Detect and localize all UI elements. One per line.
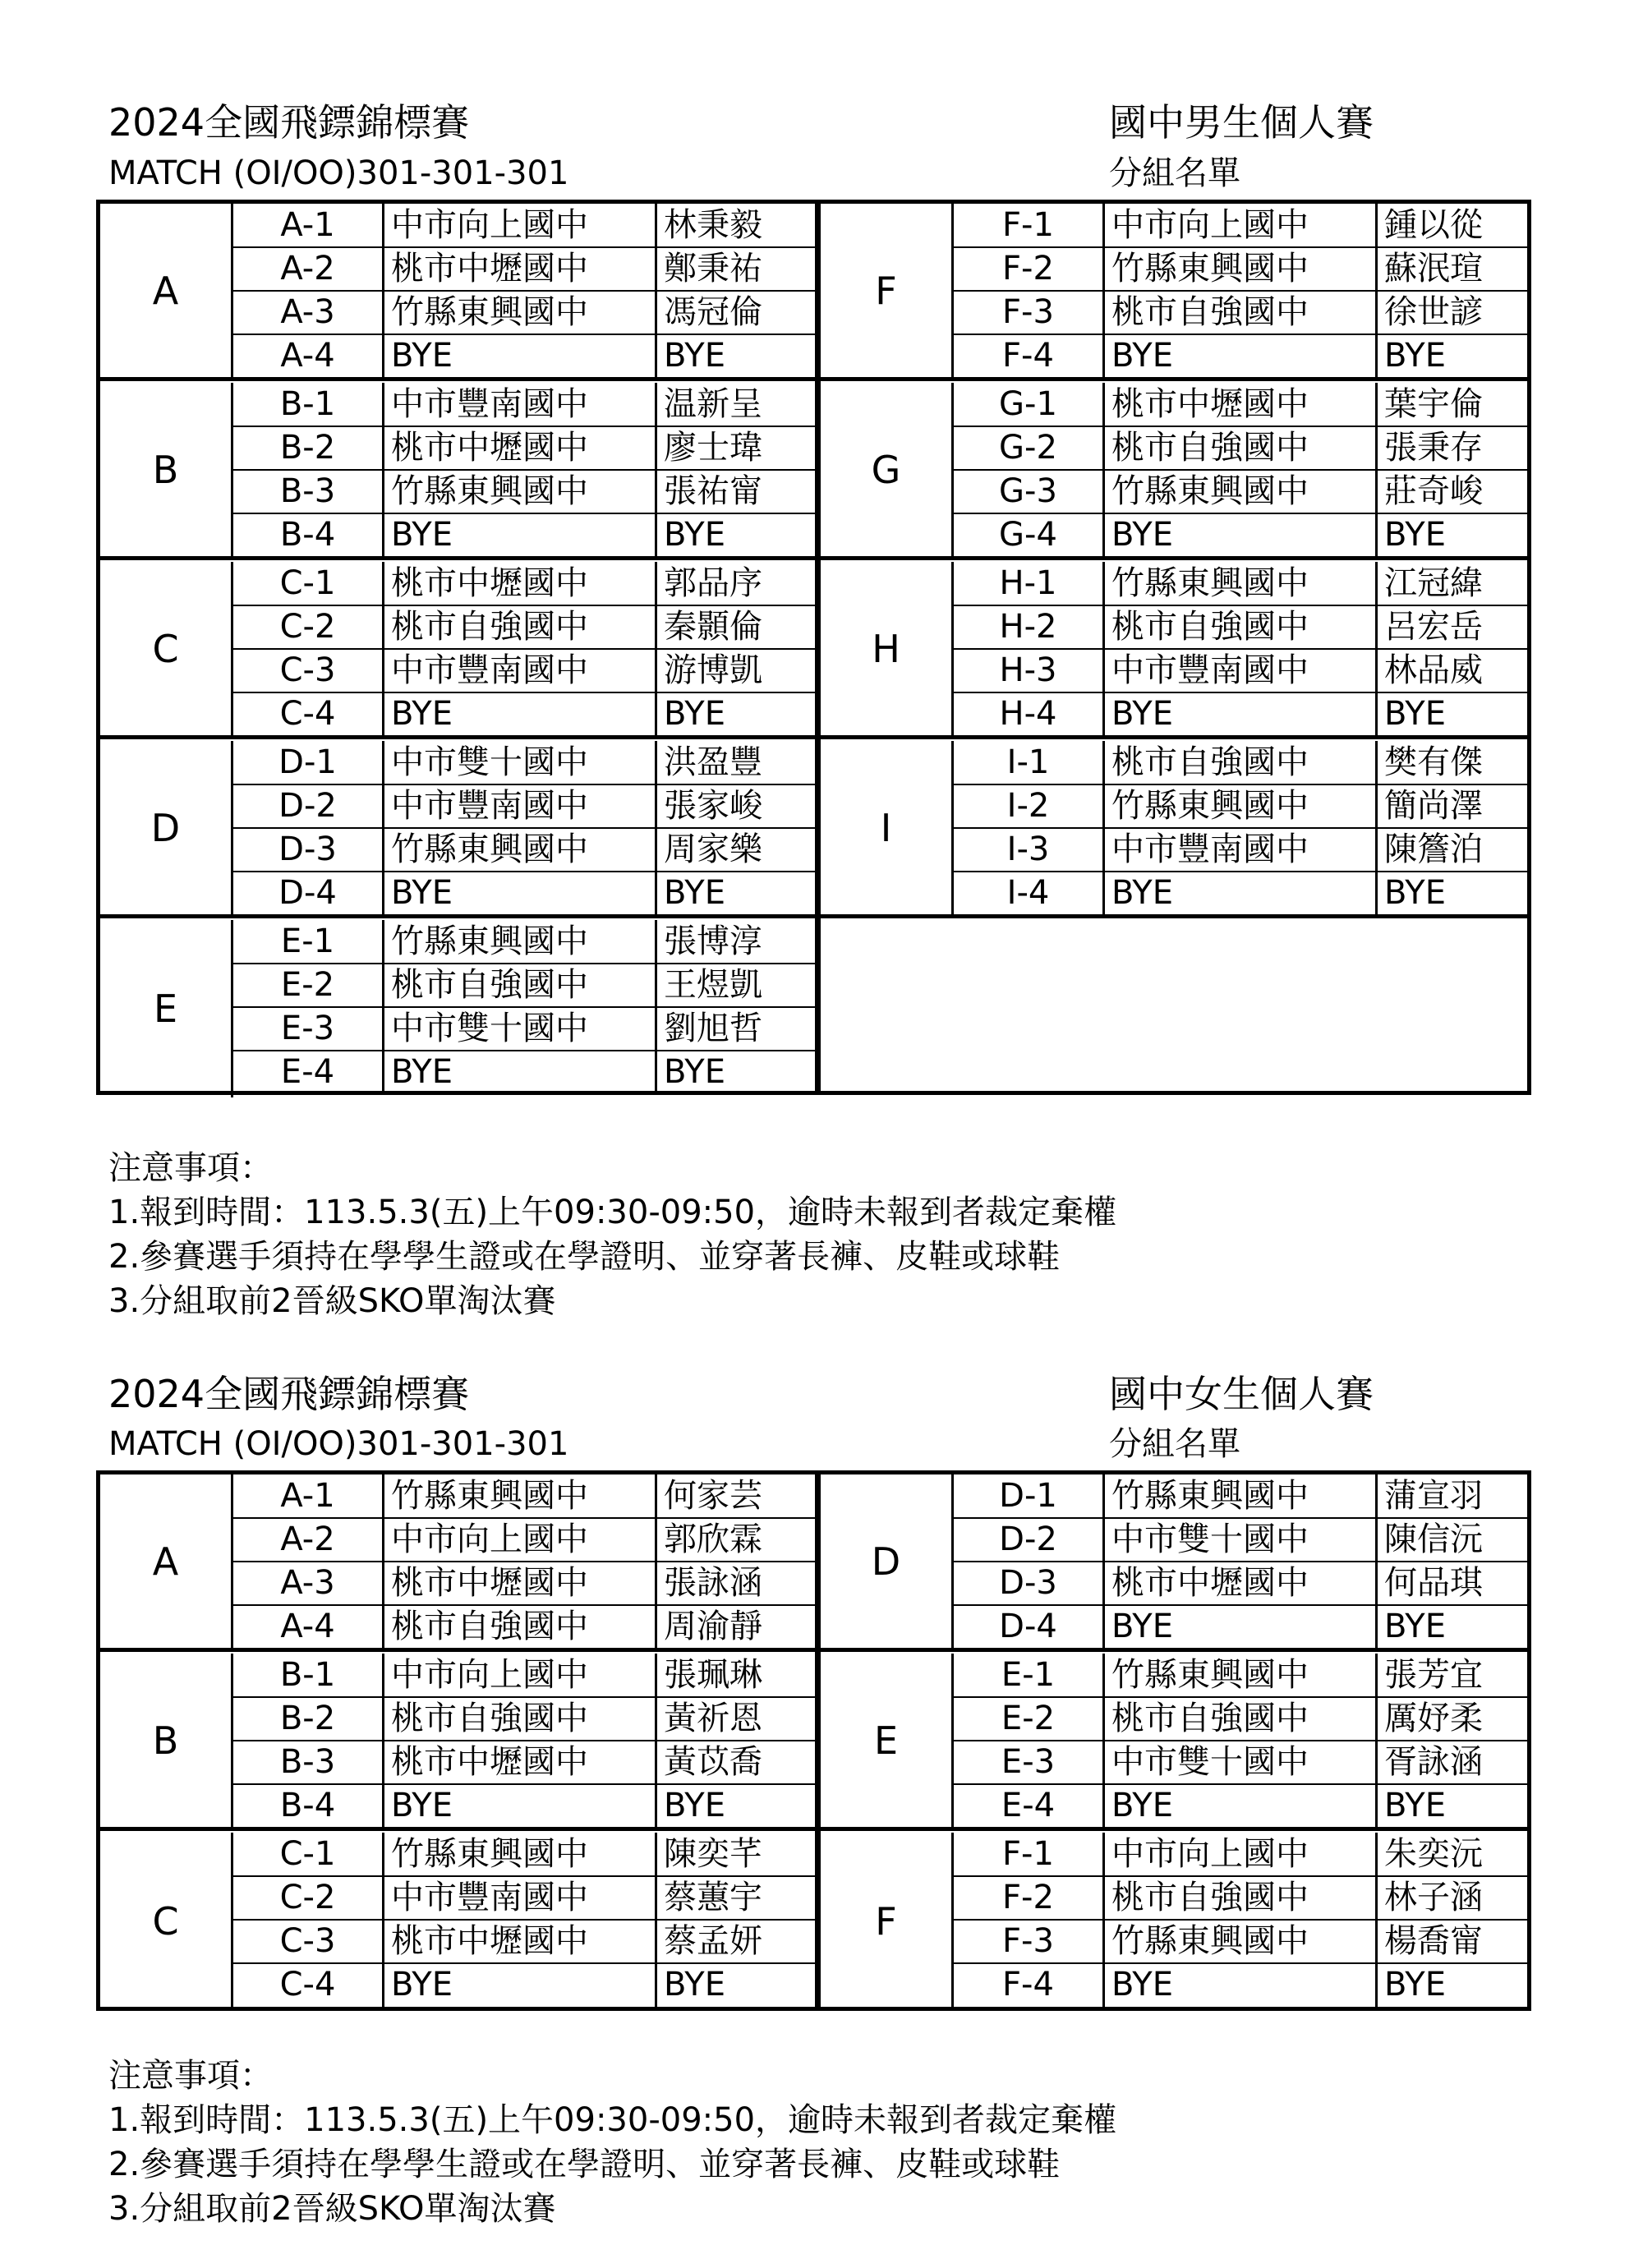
seed-code: F-4 (954, 334, 1105, 379)
school-cell: 竹縣東興國中 (1105, 784, 1378, 827)
seed-code: C-4 (233, 692, 384, 737)
player-name-cell: 張芳宜 (1384, 1656, 1483, 1694)
boys-left-groups (100, 204, 815, 1091)
school-cell: 竹縣東興國中 (384, 291, 657, 334)
seed-code: B-1 (233, 1654, 384, 1696)
school-cell: BYE (1105, 692, 1378, 737)
seed-code: D-4 (233, 872, 384, 916)
boys-right-groups (821, 204, 1527, 1091)
school-cell: 竹縣東興國中 (1105, 247, 1378, 290)
school-cell: 竹縣東興國中 (384, 1833, 657, 1875)
table-row (954, 1920, 1527, 1964)
girls-title: 2024全國飛鏢錦標賽 (108, 1372, 470, 1416)
seed-code: F-2 (954, 247, 1105, 290)
girls-group-table (96, 1470, 1531, 2011)
seed-code: G-1 (954, 383, 1105, 426)
seed-code: C-2 (233, 605, 384, 648)
boys-category: 國中男生個人賽 (1109, 100, 1374, 145)
table-row (954, 692, 1527, 737)
seed-code: H-3 (954, 649, 1105, 692)
seed-code: F-4 (954, 1963, 1105, 2008)
table-row (954, 784, 1527, 829)
player-name-cell: 張博淳 (664, 922, 762, 960)
seed-code: D-2 (954, 1518, 1105, 1561)
boys-group-table (96, 200, 1531, 1095)
school-cell: 中市雙十國中 (384, 1007, 657, 1050)
group-letter: E (821, 1654, 954, 1827)
player-name-cell: 陳奕芊 (664, 1835, 762, 1873)
group-block (821, 204, 1527, 381)
seed-code: G-4 (954, 513, 1105, 558)
group-letter: G (821, 383, 954, 556)
player-name-cell: 張詠涵 (664, 1564, 762, 1602)
player-name-cell: 葉宇倫 (1384, 385, 1483, 423)
seed-code: I-1 (954, 741, 1105, 784)
table-row (233, 470, 815, 514)
seed-code: F-2 (954, 1876, 1105, 1919)
notes-item: 1.報到時間：113.5.3(五)上午09:30-09:50，逾時未報到者裁定棄權 (108, 2101, 1117, 2139)
player-name-cell: 周家樂 (664, 830, 762, 868)
table-row (233, 1741, 815, 1785)
player-name-cell: 洪盈豐 (664, 743, 762, 781)
table-row (954, 1605, 1527, 1649)
seed-code: D-3 (233, 828, 384, 871)
player-name-cell: 胥詠涵 (1384, 1743, 1483, 1781)
player-name-cell: 徐世諺 (1384, 293, 1483, 331)
school-cell: 桃市自強國中 (1105, 1697, 1378, 1740)
notes-heading: 注意事項： (108, 1149, 273, 1187)
group-letter: D (821, 1474, 954, 1648)
notes-item: 2.參賽選手須持在學學生證或在學證明、並穿著長褲、皮鞋或球鞋 (108, 2146, 1061, 2183)
school-cell: 中市向上國中 (384, 204, 657, 246)
table-row (233, 1833, 815, 1877)
player-name-cell: 張家峻 (664, 787, 762, 825)
seed-code: E-3 (233, 1007, 384, 1050)
group-block (100, 204, 815, 381)
school-cell: 中市向上國中 (1105, 204, 1378, 246)
table-row (233, 562, 815, 606)
seed-code: A-1 (233, 1474, 384, 1517)
player-name-cell: BYE (1384, 337, 1446, 375)
seed-code: A-1 (233, 204, 384, 246)
player-name-cell: 何家芸 (664, 1477, 762, 1515)
school-cell: BYE (384, 1963, 657, 2008)
seed-code: D-3 (954, 1562, 1105, 1604)
group-block (100, 1654, 815, 1831)
player-name-cell: 張秉存 (1384, 429, 1483, 467)
girls-category: 國中女生個人賽 (1109, 1372, 1374, 1416)
notes-item: 3.分組取前2晉級SKO單淘汰賽 (108, 1282, 556, 1320)
table-row (233, 426, 815, 471)
school-cell: 中市雙十國中 (1105, 1741, 1378, 1783)
group-letter: B (100, 1654, 233, 1827)
player-name-cell: 鄭秉祐 (664, 250, 762, 288)
school-cell: BYE (384, 872, 657, 916)
seed-code: C-3 (233, 1920, 384, 1962)
player-name-cell: 林品威 (1384, 651, 1483, 689)
school-cell: 桃市自強國中 (1105, 605, 1378, 648)
group-block (100, 562, 815, 739)
boys-list-label: 分組名單 (1109, 154, 1240, 192)
player-name-cell: 黃祈恩 (664, 1700, 762, 1737)
player-name-cell: 呂宏岳 (1384, 608, 1483, 646)
notes-item: 2.參賽選手須持在學學生證或在學證明、並穿著長褲、皮鞋或球鞋 (108, 1238, 1061, 1276)
school-cell: 桃市自強國中 (1105, 426, 1378, 469)
table-row (954, 605, 1527, 650)
school-cell: BYE (1105, 872, 1378, 916)
notes-block-1 (108, 1146, 1116, 1323)
player-name-cell: BYE (664, 516, 725, 554)
seed-code: D-4 (954, 1605, 1105, 1649)
table-row (233, 1474, 815, 1519)
player-name-cell: BYE (664, 1053, 725, 1091)
table-row (954, 1474, 1527, 1519)
seed-code: I-3 (954, 828, 1105, 871)
player-name-cell: BYE (664, 695, 725, 733)
group-letter: F (821, 204, 954, 377)
school-cell: BYE (1105, 1784, 1378, 1829)
seed-code: A-2 (233, 247, 384, 290)
seed-code: C-2 (233, 1876, 384, 1919)
seed-code: B-3 (233, 470, 384, 513)
table-row (954, 828, 1527, 872)
table-row (233, 1697, 815, 1741)
school-cell: 桃市自強國中 (1105, 1876, 1378, 1919)
girls-match-format: MATCH (OI/OO)301-301-301 (108, 1425, 569, 1463)
school-cell: 桃市自強國中 (384, 1697, 657, 1740)
school-cell: 桃市自強國中 (384, 605, 657, 648)
table-row (954, 741, 1527, 785)
player-name-cell: 林秉毅 (664, 206, 762, 244)
school-cell: 竹縣東興國中 (1105, 1654, 1378, 1696)
table-row (954, 513, 1527, 558)
seed-code: C-3 (233, 649, 384, 692)
school-cell: BYE (1105, 1963, 1378, 2008)
player-name-cell: 王煜凱 (664, 966, 762, 1004)
player-name-cell: 陳簷泊 (1384, 830, 1483, 868)
school-cell: BYE (1105, 334, 1378, 379)
table-row (233, 383, 815, 427)
table-row (233, 692, 815, 737)
seed-code: I-4 (954, 872, 1105, 916)
player-name-cell: 秦顥倫 (664, 608, 762, 646)
school-cell: 桃市中壢國中 (384, 562, 657, 605)
group-letter: D (100, 741, 233, 914)
girls-left-groups (100, 1474, 815, 2007)
player-name-cell: 樊有傑 (1384, 743, 1483, 781)
seed-code: F-3 (954, 291, 1105, 334)
school-cell: 桃市中壢國中 (384, 1562, 657, 1604)
table-row (954, 334, 1527, 379)
table-divider (815, 204, 821, 1091)
school-cell: BYE (1105, 1605, 1378, 1649)
seed-code: I-2 (954, 784, 1105, 827)
player-name-cell: 周渝靜 (664, 1608, 762, 1645)
seed-code: F-1 (954, 204, 1105, 246)
player-name-cell: 蘇泯瑄 (1384, 250, 1483, 288)
table-row (233, 1654, 815, 1698)
player-name-cell: 蔡孟妍 (664, 1922, 762, 1960)
table-row (954, 291, 1527, 335)
player-name-cell: 黃苡喬 (664, 1743, 762, 1781)
player-name-cell: 林子涵 (1384, 1879, 1483, 1916)
table-row (233, 741, 815, 785)
school-cell: 桃市中壢國中 (384, 1920, 657, 1962)
table-row (954, 426, 1527, 471)
table-row (233, 1784, 815, 1829)
player-name-cell: 楊喬甯 (1384, 1922, 1483, 1960)
group-block (100, 383, 815, 560)
player-name-cell: BYE (1384, 695, 1446, 733)
notes-heading: 注意事項： (108, 2057, 273, 2095)
school-cell: 桃市中壢國中 (384, 1741, 657, 1783)
player-name-cell: BYE (1384, 1966, 1446, 2003)
player-name-cell: 鍾以從 (1384, 206, 1483, 244)
boys-title: 2024全國飛鏢錦標賽 (108, 100, 470, 145)
player-name-cell: 蒲宣羽 (1384, 1477, 1483, 1515)
school-cell: 竹縣東興國中 (384, 1474, 657, 1517)
player-name-cell: 何品琪 (1384, 1564, 1483, 1602)
table-row (233, 1920, 815, 1964)
table-row (233, 784, 815, 829)
seed-code: H-4 (954, 692, 1105, 737)
seed-code: E-2 (954, 1697, 1105, 1740)
group-block (100, 1474, 815, 1652)
table-divider (815, 1474, 821, 2007)
school-cell: 中市向上國中 (384, 1654, 657, 1696)
player-name-cell: BYE (1384, 874, 1446, 912)
player-name-cell: BYE (1384, 516, 1446, 554)
player-name-cell: 江冠緯 (1384, 564, 1483, 602)
table-row (233, 1007, 815, 1051)
school-cell: 桃市中壢國中 (1105, 383, 1378, 426)
table-row (954, 872, 1527, 916)
school-cell: 中市豐南國中 (384, 784, 657, 827)
girls-right-groups (821, 1474, 1527, 2007)
player-name-cell: BYE (664, 1966, 725, 2003)
player-name-cell: 郭品序 (664, 564, 762, 602)
school-cell: 竹縣東興國中 (384, 920, 657, 963)
table-row (954, 383, 1527, 427)
girls-list-label: 分組名單 (1109, 1425, 1240, 1463)
seed-code: D-1 (233, 741, 384, 784)
table-row (233, 1051, 815, 1095)
table-row (233, 649, 815, 693)
boys-match-format: MATCH (OI/OO)301-301-301 (108, 154, 569, 192)
table-row (233, 204, 815, 248)
table-row (954, 649, 1527, 693)
table-row (233, 513, 815, 558)
seed-code: A-3 (233, 1562, 384, 1604)
school-cell: 竹縣東興國中 (384, 828, 657, 871)
seed-code: H-2 (954, 605, 1105, 648)
seed-code: E-2 (233, 964, 384, 1006)
player-name-cell: 温新呈 (664, 385, 762, 423)
school-cell: BYE (384, 513, 657, 558)
table-row (954, 1833, 1527, 1877)
table-row (233, 828, 815, 872)
seed-code: C-4 (233, 1963, 384, 2008)
table-row (954, 1741, 1527, 1785)
group-block (821, 1654, 1527, 1831)
group-letter: C (100, 1833, 233, 2010)
school-cell: 竹縣東興國中 (384, 470, 657, 513)
seed-code: E-4 (233, 1051, 384, 1095)
seed-code: B-2 (233, 426, 384, 469)
seed-code: B-3 (233, 1741, 384, 1783)
seed-code: B-4 (233, 1784, 384, 1829)
group-letter: F (821, 1833, 954, 2010)
school-cell: 桃市中壢國中 (384, 247, 657, 290)
school-cell: 中市雙十國中 (1105, 1518, 1378, 1561)
player-name-cell: 馮冠倫 (664, 293, 762, 331)
seed-code: A-3 (233, 291, 384, 334)
school-cell: 中市豐南國中 (384, 383, 657, 426)
school-cell: BYE (384, 334, 657, 379)
table-row (954, 247, 1527, 292)
seed-code: D-2 (233, 784, 384, 827)
school-cell: 中市雙十國中 (384, 741, 657, 784)
school-cell: 中市豐南國中 (1105, 828, 1378, 871)
seed-code: C-1 (233, 562, 384, 605)
player-name-cell: 張祐甯 (664, 472, 762, 510)
group-block (100, 1833, 815, 2010)
seed-code: A-2 (233, 1518, 384, 1561)
seed-code: B-4 (233, 513, 384, 558)
player-name-cell: BYE (664, 337, 725, 375)
group-letter: A (100, 204, 233, 377)
table-row (233, 920, 815, 964)
notes-block-2 (108, 2054, 1116, 2231)
player-name-cell: 簡尚澤 (1384, 787, 1483, 825)
player-name-cell: 廖士瑋 (664, 429, 762, 467)
seed-code: E-1 (233, 920, 384, 963)
table-row (233, 1562, 815, 1606)
group-block (821, 383, 1527, 560)
school-cell: 桃市自強國中 (384, 964, 657, 1006)
table-row (954, 470, 1527, 514)
seed-code: A-4 (233, 1605, 384, 1649)
table-row (954, 1876, 1527, 1921)
group-block (100, 920, 815, 1097)
school-cell: 桃市自強國中 (1105, 741, 1378, 784)
table-row (954, 1697, 1527, 1741)
player-name-cell: 張珮琳 (664, 1656, 762, 1694)
group-block (100, 741, 815, 918)
table-row (954, 1562, 1527, 1606)
school-cell: 桃市中壢國中 (1105, 1562, 1378, 1604)
seed-code: F-1 (954, 1833, 1105, 1875)
table-row (233, 1518, 815, 1562)
table-row (233, 964, 815, 1008)
school-cell: 中市向上國中 (1105, 1833, 1378, 1875)
table-row (233, 1876, 815, 1921)
seed-code: B-2 (233, 1697, 384, 1740)
school-cell: 桃市中壢國中 (384, 426, 657, 469)
school-cell: 竹縣東興國中 (1105, 470, 1378, 513)
seed-code: H-1 (954, 562, 1105, 605)
seed-code: A-4 (233, 334, 384, 379)
group-letter: H (821, 562, 954, 735)
table-row (233, 1605, 815, 1649)
school-cell: BYE (384, 692, 657, 737)
seed-code: C-1 (233, 1833, 384, 1875)
seed-code: E-1 (954, 1654, 1105, 1696)
school-cell: 桃市自強國中 (384, 1605, 657, 1649)
school-cell: BYE (384, 1784, 657, 1829)
group-block (821, 562, 1527, 739)
group-letter: I (821, 741, 954, 914)
school-cell: 竹縣東興國中 (1105, 1920, 1378, 1962)
seed-code: E-4 (954, 1784, 1105, 1829)
table-row (954, 562, 1527, 606)
school-cell: 竹縣東興國中 (1105, 1474, 1378, 1517)
seed-code: D-1 (954, 1474, 1105, 1517)
group-letter: C (100, 562, 233, 735)
player-name-cell: BYE (1384, 1787, 1446, 1824)
notes-item: 3.分組取前2晉級SKO單淘汰賽 (108, 2190, 556, 2228)
player-name-cell: BYE (664, 1787, 725, 1824)
player-name-cell: 游博凱 (664, 651, 762, 689)
player-name-cell: 莊奇峻 (1384, 472, 1483, 510)
seed-code: G-2 (954, 426, 1105, 469)
table-row (954, 204, 1527, 248)
seed-code: G-3 (954, 470, 1105, 513)
group-block (821, 1474, 1527, 1652)
player-name-cell: 厲妤柔 (1384, 1700, 1483, 1737)
player-name-cell: 蔡蕙宇 (664, 1879, 762, 1916)
school-cell: 中市豐南國中 (1105, 649, 1378, 692)
group-block (821, 1833, 1527, 2010)
group-letter: E (100, 920, 233, 1097)
table-row (233, 247, 815, 292)
table-row (954, 1518, 1527, 1562)
seed-code: F-3 (954, 1920, 1105, 1962)
school-cell: 中市豐南國中 (384, 649, 657, 692)
table-row (233, 1963, 815, 2008)
group-letter: B (100, 383, 233, 556)
player-name-cell: 朱奕沅 (1384, 1835, 1483, 1873)
player-name-cell: 郭欣霖 (664, 1520, 762, 1558)
notes-item: 1.報到時間：113.5.3(五)上午09:30-09:50，逾時未報到者裁定棄權 (108, 1194, 1117, 1231)
group-letter: A (100, 1474, 233, 1648)
table-row (233, 334, 815, 379)
player-name-cell: BYE (664, 874, 725, 912)
school-cell: 中市豐南國中 (384, 1876, 657, 1919)
seed-code: B-1 (233, 383, 384, 426)
group-block (821, 741, 1527, 918)
player-name-cell: BYE (1384, 1608, 1446, 1645)
table-row (954, 1784, 1527, 1829)
school-cell: 桃市自強國中 (1105, 291, 1378, 334)
table-row (233, 872, 815, 916)
table-row (954, 1963, 1527, 2008)
table-row (233, 605, 815, 650)
school-cell: 中市向上國中 (384, 1518, 657, 1561)
school-cell: 竹縣東興國中 (1105, 562, 1378, 605)
player-name-cell: 劉旭哲 (664, 1010, 762, 1047)
table-row (233, 291, 815, 335)
school-cell: BYE (1105, 513, 1378, 558)
school-cell: BYE (384, 1051, 657, 1095)
table-row (954, 1654, 1527, 1698)
seed-code: E-3 (954, 1741, 1105, 1783)
player-name-cell: 陳信沅 (1384, 1520, 1483, 1558)
